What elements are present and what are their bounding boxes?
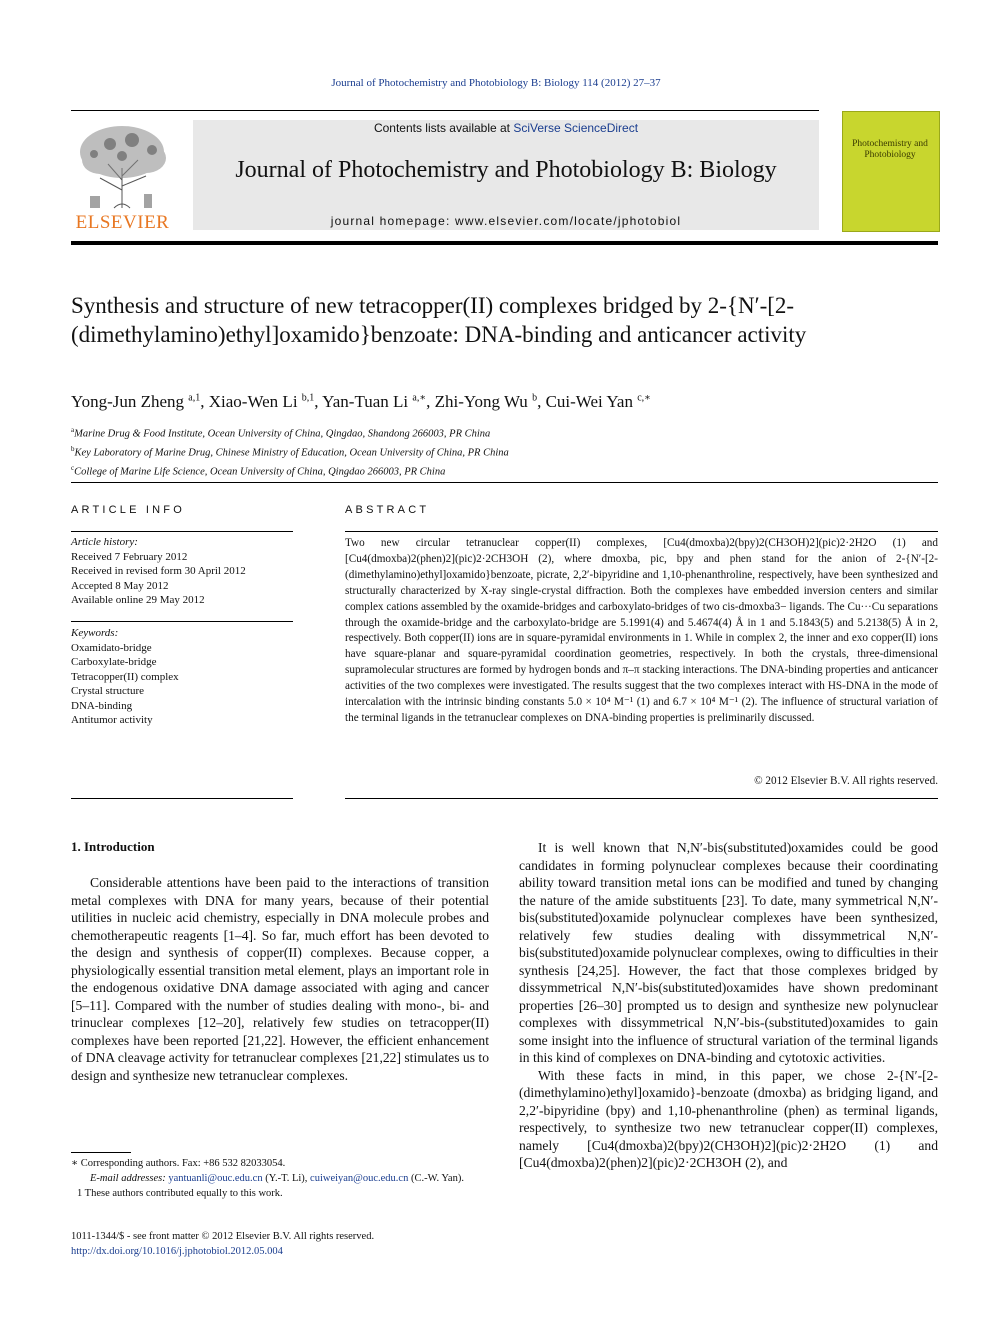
affiliation-item [71,423,931,442]
author-name: Xiao-Wen Li [208,392,298,411]
author-name: Zhi-Yong Wu [434,392,528,411]
abstract-copyright: © 2012 Elsevier B.V. All rights reserved. [754,775,938,787]
body-paragraph: It is well known that N,N′-bis(substituted)oxamides could be good candidates in forming polynuclear complexes because their coordinating ability toward transition metal ions can be modified and tuned by changing the nature of the amide substituents [23]. To date, many symmetrical N,N′-bis(substituted)oxamide polynuclear complexes have been synthesized, relatively few studies dealing with dissymmetrical N,N′-bis(substituted)oxamide polynuclear complexes, owing to difficulties in their synthesis [24,25]. However, the fact that those complexes bridged by dissymmetrical N,N′-bis(substituted)oxamides have shown predominant properties [26–30] prompted us to design and synthesize new polynuclear complexes with dissymmetrical N,N′-bis-(substituted)oxamides to gain some insight into the influence of structural variation of the terminal ligands in this kind of complexes on DNA-binding and cytotoxic activities. [519,840,938,1065]
history-item: Received in revised form 30 April 2012 [71,565,246,577]
body-paragraph: With these facts in mind, in this paper, we chose 2-{N′-[2-(dimethylamino)ethyl]oxamido}-benzoate (dmoxba) as bridging ligand, and 2,2′-bipyridine (bpy) and 1,10-phenanthroline (phen) as terminal ligands, respectively, to synthesize two new tetranuclear copper(II) complexes, namely [Cu4(dmoxba)2(bpy)2(CH3OH)2](pic)2·2H2O (1) and [Cu4(dmoxba)2(phen)2](pic)2·2CH3OH (2), and [519,1067,938,1170]
article-info-bottom-rule [71,798,293,799]
footnote-corresponding: ∗ Corresponding authors. Fax: +86 532 82033054. [71,1158,286,1169]
footnote-equal-contribution: 1 These authors contributed equally to this work. [77,1188,283,1199]
info-top-rule [71,482,938,483]
section-heading-introduction: 1. Introduction [71,839,155,854]
author-affil-mark[interactable]: b [532,392,538,404]
email-label: E-mail addresses: [90,1173,166,1184]
email-link[interactable]: cuiweiyan@ouc.edu.cn [310,1173,409,1184]
doi-link[interactable]: http://dx.doi.org/10.1016/j.jphotobiol.2012.05.004 [71,1245,283,1257]
journal-cover-thumbnail[interactable] [842,111,940,232]
issn-line: 1011-1344/$ - see front matter © 2012 Elsevier B.V. All rights reserved. [71,1231,375,1242]
keywords [71,626,293,728]
article-info-rule [71,531,293,532]
footnotes [71,1156,489,1201]
history-item: Accepted 8 May 2012 [71,579,169,592]
article-title: Synthesis and structure of new tetracopper(II) complexes bridged by 2-{N′-[2-(dimethylamino)ethyl]oxamido}benzoate: DNA-binding and anticancer activity [71,293,807,347]
contents-prefix: Contents lists available at [373,121,514,135]
author-affil-mark[interactable]: a,1 [188,392,201,404]
author-list: Yong-Jun Zheng $^{a,1}$, Xiao-Wen Li $^{b,1}$, Yan-Tuan Li $^{a,∗}$, Zhi-Yong Wu $^b$, Cui-Wei Yan $^{c,∗}$ [71,392,651,411]
header-rule [71,110,819,111]
keywords-rule [71,621,293,622]
author-name: Yong-Jun Zheng [71,392,185,411]
keyword-item: Crystal structure [71,685,145,697]
history-item: Available online 29 May 2012 [71,594,205,606]
contents-line [193,121,819,135]
front-matter [71,1230,489,1259]
elsevier-logo-text: ELSEVIER [75,212,170,233]
affiliation-text: College of Marine Life Science, Ocean University of China, Qingdao 266003, PR China [74,466,446,478]
affiliation-text: Key Laboratory of Marine Drug, Chinese Ministry of Education, Ocean University of China, PR China [74,447,509,459]
body-paragraph: Considerable attentions have been paid to the interactions of transition metal complexes with DNA for many years, because of their potential utilities in nucleic acid chemistry, especially in DNA molecule probes and chemotherapeutic reagents [1–4]. So far, much effort has been devoted to the design and synthesis of copper(II) complexes. Because copper, a physiologically essential transition metal element, plays an important role in the endogenous oxidative DNA damage associated with aging and cancer [5–11]. Compared with the number of studies dealing with mono-, bi- and trinuclear complexes [12–20], relatively few studies on tetracopper(II) complexes have been reported [21,22]. However, the efficient enhancement of DNA cleavage activity for tetranuclear complexes [21,22] stimulates us to design and synthesize new tetranuclear complexes. [71,875,489,1083]
keyword-item: DNA-binding [71,699,133,712]
article-history [71,535,293,608]
footnote-emails [71,1171,489,1186]
article-info-heading: ARTICLE INFO [71,504,185,516]
journal-name: Journal of Photochemistry and Photobiology B: Biology [235,157,777,183]
sciencedirect-link[interactable]: SciVerse ScienceDirect [513,121,639,135]
affiliation-mark: c [71,464,75,472]
affiliation-item [71,461,931,480]
abstract-heading: ABSTRACT [345,504,430,516]
affiliation-mark: a [71,426,75,434]
header-thick-rule [71,241,938,245]
journal-homepage[interactable]: journal homepage: www.elsevier.com/locate/jphotobiol [330,214,682,228]
author-affil-mark[interactable]: c,∗ [637,392,651,404]
keywords-label: Keywords: [71,627,119,639]
cover-title: Photochemistry and Photobiology [852,139,928,160]
keyword-item: Carboxylate-bridge [71,656,157,668]
author-affil-mark[interactable]: b,1 [301,392,315,404]
affiliation-text: Marine Drug & Food Institute, Ocean University of China, Qingdao, Shandong 266003, PR China [74,428,491,440]
email-owner: (Y.-T. Li), [265,1173,308,1184]
body-column-right [519,839,938,1172]
author-name: Cui-Wei Yan [545,392,633,411]
author-name: Yan-Tuan Li [322,392,409,411]
affiliation-item [71,442,931,461]
affiliation-mark: b [71,445,75,453]
keyword-item: Antitumor activity [71,714,153,726]
email-owner: (C.-W. Yan). [410,1173,464,1184]
keyword-item: Tetracopper(II) complex [71,670,179,683]
footnote-rule [71,1152,131,1153]
abstract-rule [345,531,938,532]
email-link[interactable]: yantuanli@ouc.edu.cn [168,1173,263,1184]
abstract-bottom-rule [345,798,938,799]
keyword-item: Oxamidato-bridge [71,641,152,654]
author-affil-mark[interactable]: a,∗ [412,392,427,404]
body-column-left [71,874,489,1084]
abstract-text: Two new circular tetranuclear copper(II) complexes, [Cu4(dmoxba)2(bpy)2(CH3OH)2](pic)2·2H2O (1) and [Cu4(dmoxba)2(phen)2](pic)2·2CH3OH (2), where dmoxba, pic, bpy and phen stand for the anion of 2-{N′-[2-(dimethylamino)ethyl]oxamido}benzoate, picrate, 2,2′-bipyridine and 1,10-phenanthroline, respectively, have been synthesized and structurally characterized by X-ray single-crystal diffraction. Both the complexes have embedded inversion centers and similar complex cations assembled by the oxamide-bridges and carboxylato-bridges of two cis-dmoxba3− ligands. The Cu···Cu separations through the oxamide-bridge and the carboxylato-bridge are 5.1991(4) and 5.4674(4) Å in 1 and 5.1843(5) and 5.2138(5) Å in 2, respectively. Both copper(II) ions are in square-pyramidal environments in 1. While in complex 2, the inner and exo copper(II) ions have square-planar and square-pyramidal coordination geometries, respectively. In both the crystals, three-dimensional supramolecular structures are formed by hydrogen bonds and π–π stacking interactions. The DNA-binding properties and anticancer activities of the two complexes were investigated. The results suggest that the two complexes interact with HS-DNA in the mode of intercalation with the intrinsic binding constants 5.0 × 10⁴ M⁻¹ (1) and 6.7 × 10⁴ M⁻¹ (2). The influence of structural variation of the terminal ligands in the tetranuclear complexes on DNA-binding properties is preliminarily discussed. [345,537,938,724]
history-item: Received 7 February 2012 [71,550,188,563]
journal-citation[interactable]: Journal of Photochemistry and Photobiology B: Biology 114 (2012) 27–37 [331,77,661,89]
history-label: Article history: [71,536,138,548]
affiliations [71,423,931,480]
